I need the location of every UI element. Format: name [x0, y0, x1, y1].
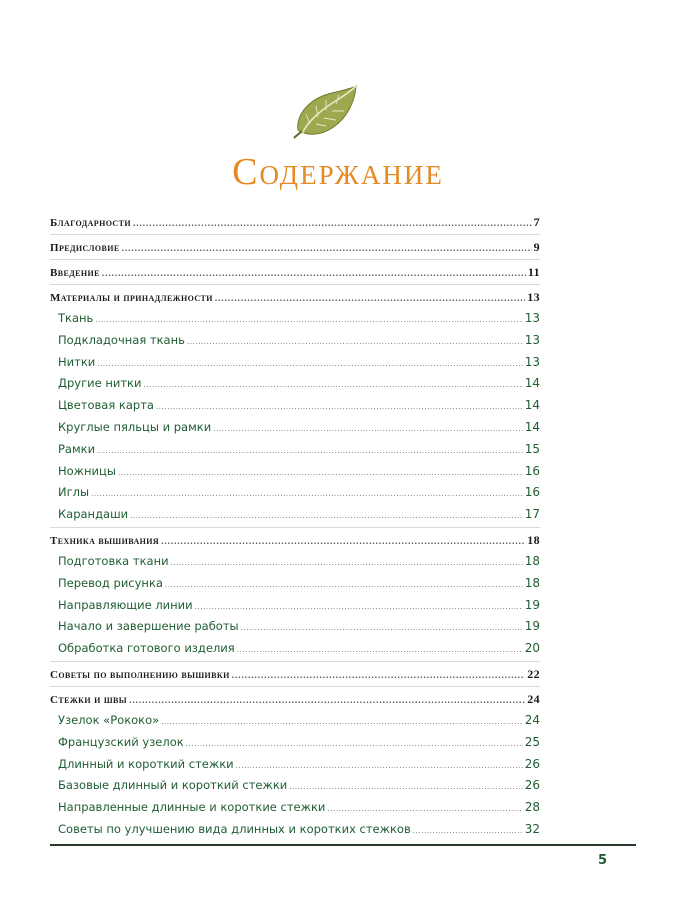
toc-subentry[interactable]	[50, 775, 540, 797]
toc-section-title: Введение	[50, 262, 100, 284]
leader-dots	[237, 640, 523, 662]
toc-subentry-label: Советы по улучшению вида длинных и коротких стежков	[58, 819, 411, 841]
toc-subentry-label: Узелок «Рококо»	[58, 710, 159, 732]
toc-section-page: 7	[534, 211, 540, 233]
toc-subentry[interactable]	[50, 732, 540, 754]
toc-section-title: Материалы и принадлежности	[50, 287, 213, 309]
toc-subentry-page: 16	[525, 461, 540, 483]
section-divider	[50, 259, 540, 260]
table-of-contents	[50, 211, 540, 841]
toc-subentry-label: Подкладочная ткань	[58, 330, 185, 352]
toc-section-entry[interactable]	[50, 286, 540, 308]
toc-section-entry[interactable]	[50, 236, 540, 258]
leader-dots	[129, 689, 525, 711]
leader-dots	[161, 530, 525, 552]
toc-subentry-page: 13	[525, 330, 540, 352]
toc-subentry[interactable]	[50, 754, 540, 776]
toc-subentry-page: 18	[525, 551, 540, 573]
toc-subentry-label: Подготовка ткани	[58, 551, 169, 573]
toc-subentry-page: 17	[525, 504, 540, 526]
leader-dots	[186, 734, 523, 756]
leader-dots	[241, 618, 523, 640]
toc-subentry-page: 14	[525, 417, 540, 439]
toc-subentry[interactable]	[50, 551, 540, 573]
toc-subentry[interactable]	[50, 308, 540, 330]
toc-subentry[interactable]	[50, 330, 540, 352]
toc-subentry-label: Начало и завершение работы	[58, 616, 239, 638]
leader-dots	[102, 262, 526, 284]
toc-subentry[interactable]	[50, 352, 540, 374]
leaf-ornament-icon	[292, 84, 360, 140]
leader-dots	[133, 212, 532, 234]
toc-section-title: Техника вышивания	[50, 530, 159, 552]
toc-subentry-page: 24	[525, 710, 540, 732]
toc-subentry-label: Французский узелок	[58, 732, 184, 754]
toc-subentry-label: Обработка готового изделия	[58, 638, 235, 660]
leader-dots	[232, 664, 525, 686]
toc-subentry-label: Направляющие линии	[58, 595, 193, 617]
toc-section-title: Стежки и швы	[50, 689, 127, 711]
toc-subentry-label: Ткань	[58, 308, 93, 330]
leader-dots	[97, 354, 522, 376]
leader-dots	[130, 506, 523, 528]
toc-subentry[interactable]	[50, 417, 540, 439]
toc-subentry-page: 13	[525, 352, 540, 374]
toc-subentry[interactable]	[50, 638, 540, 660]
toc-subentry[interactable]	[50, 482, 540, 504]
leader-dots	[327, 799, 522, 821]
toc-subentry-page: 20	[525, 638, 540, 660]
toc-subentry-page: 16	[525, 482, 540, 504]
leader-dots	[95, 310, 522, 332]
toc-subentry-label: Карандаши	[58, 504, 128, 526]
toc-section-page: 13	[527, 286, 540, 308]
leader-dots	[161, 712, 523, 734]
leader-dots	[122, 237, 532, 259]
toc-section-entry[interactable]	[50, 529, 540, 551]
section-divider	[50, 234, 540, 235]
leader-dots	[289, 777, 522, 799]
toc-subentry-label: Длинный и короткий стежки	[58, 754, 234, 776]
toc-subentry[interactable]	[50, 373, 540, 395]
toc-subentry-label: Рамки	[58, 439, 95, 461]
toc-section-page: 9	[534, 236, 540, 258]
toc-section-entry[interactable]	[50, 261, 540, 283]
toc-section-entry[interactable]	[50, 688, 540, 710]
leader-dots	[118, 463, 523, 485]
toc-section-title: Предисловие	[50, 237, 120, 259]
toc-subentry-label: Иглы	[58, 482, 89, 504]
toc-subentry[interactable]	[50, 797, 540, 819]
leader-dots	[215, 287, 525, 309]
toc-subentry-label: Перевод рисунка	[58, 573, 163, 595]
section-divider	[50, 686, 540, 687]
leader-dots	[97, 441, 523, 463]
toc-section-entry[interactable]	[50, 211, 540, 233]
toc-section-page: 11	[528, 261, 540, 283]
toc-section-page: 18	[527, 529, 540, 551]
toc-subentry-label: Базовые длинный и короткий стежки	[58, 775, 287, 797]
toc-subentry-page: 19	[525, 616, 540, 638]
leader-dots	[195, 597, 523, 619]
toc-subentry[interactable]	[50, 595, 540, 617]
leader-dots	[236, 756, 523, 778]
toc-subentry-label: Направленные длинные и короткие стежки	[58, 797, 325, 819]
toc-subentry-label: Нитки	[58, 352, 95, 374]
page-number: 5	[598, 853, 608, 868]
toc-subentry-label: Ножницы	[58, 461, 116, 483]
toc-section-title: Благодарности	[50, 212, 131, 234]
toc-subentry-label: Другие нитки	[58, 373, 141, 395]
toc-section-title: Советы по выполнению вышивки	[50, 664, 230, 686]
toc-subentry[interactable]	[50, 439, 540, 461]
toc-subentry[interactable]	[50, 573, 540, 595]
toc-subentry-label: Цветовая карта	[58, 395, 154, 417]
toc-subentry[interactable]	[50, 461, 540, 483]
leader-dots	[187, 332, 523, 354]
leader-dots	[156, 397, 523, 419]
leader-dots	[413, 821, 523, 843]
toc-subentry[interactable]	[50, 616, 540, 638]
toc-subentry[interactable]	[50, 504, 540, 526]
toc-subentry-label: Круглые пяльцы и рамки	[58, 417, 211, 439]
page-title: Содержание	[232, 151, 444, 193]
leader-dots	[91, 484, 523, 506]
toc-section-page: 24	[527, 688, 540, 710]
toc-subentry-page: 15	[525, 439, 540, 461]
toc-subentry-page: 26	[525, 754, 540, 776]
toc-subentry-page: 26	[525, 775, 540, 797]
toc-subentry-page: 14	[525, 373, 540, 395]
leader-dots	[171, 553, 523, 575]
footer-rule	[50, 844, 636, 846]
leader-dots	[165, 575, 523, 597]
toc-subentry[interactable]	[50, 819, 540, 841]
toc-subentry-page: 14	[525, 395, 540, 417]
toc-subentry-page: 32	[525, 819, 540, 841]
toc-subentry-page: 19	[525, 595, 540, 617]
toc-section-page: 22	[527, 663, 540, 685]
toc-subentry-page: 25	[525, 732, 540, 754]
toc-subentry[interactable]	[50, 710, 540, 732]
toc-subentry-page: 28	[525, 797, 540, 819]
toc-subentry-page: 18	[525, 573, 540, 595]
toc-subentry-page: 13	[525, 308, 540, 330]
leader-dots	[143, 375, 522, 397]
leader-dots	[213, 419, 523, 441]
toc-subentry[interactable]	[50, 395, 540, 417]
toc-section-entry[interactable]	[50, 663, 540, 685]
section-divider	[50, 284, 540, 285]
